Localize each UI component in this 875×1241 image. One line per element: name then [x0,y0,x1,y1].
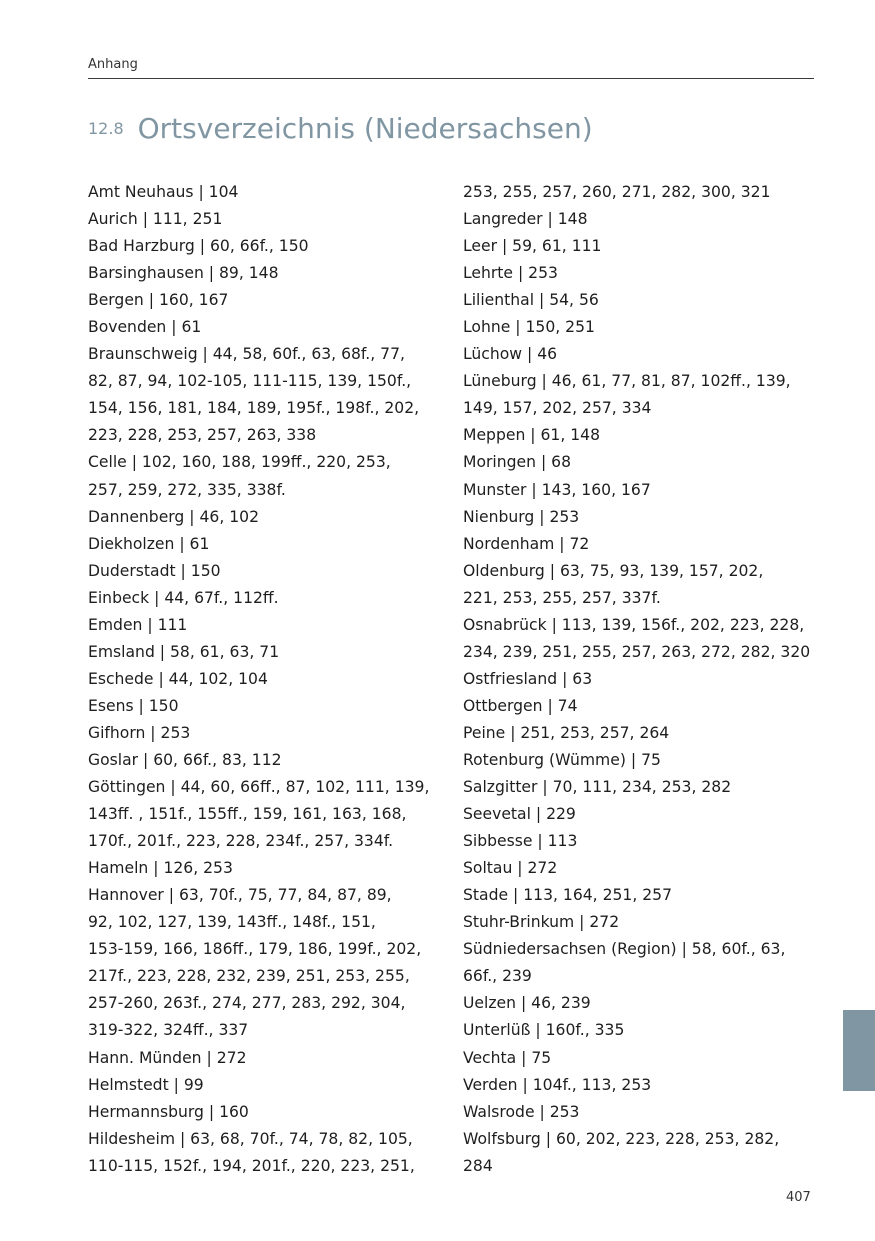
section-number: 12.8 [88,119,124,138]
index-line: 223, 228, 253, 257, 263, 338 [88,426,317,445]
index-line: Uelzen | 46, 239 [463,994,591,1013]
index-line: Lehrte | 253 [463,264,558,283]
index-line: Nordenham | 72 [463,534,590,553]
index-line: Hameln | 126, 253 [88,859,233,878]
index-line: 154, 156, 181, 184, 189, 195f., 198f., 202, [88,399,420,418]
index-line: 143ff. , 151f., 155ff., 159, 161, 163, 168, [88,805,407,824]
index-line: Munster | 143, 160, 167 [463,480,651,499]
index-line: Lohne | 150, 251 [463,318,595,337]
index-line: Walsrode | 253 [463,1102,580,1121]
index-line: Goslar | 60, 66f., 83, 112 [88,750,282,769]
page-number: 407 [786,1190,811,1205]
index-line: Diekholzen | 61 [88,534,210,553]
index-line: Peine | 251, 253, 257, 264 [463,723,670,742]
index-line: Ottbergen | 74 [463,696,578,715]
index-line: Hildesheim | 63, 68, 70f., 74, 78, 82, 105, [88,1129,413,1148]
index-line: 253, 255, 257, 260, 271, 282, 300, 321 [463,183,771,201]
index-line: Amt Neuhaus | 104 [88,183,239,201]
running-header: Anhang [88,57,138,72]
index-line: Lüchow | 46 [463,345,558,364]
index-line: Oldenburg | 63, 75, 93, 139, 157, 202, [463,561,764,580]
index-line: Sibbesse | 113 [463,832,578,851]
index-line: Bovenden | 61 [88,318,202,337]
chapter-thumb-tab [843,1010,875,1091]
index-line: Seevetal | 229 [463,805,576,824]
index-line: Rotenburg (Wümme) | 75 [463,750,661,769]
index-line: 319-322, 324ff., 337 [88,1021,249,1040]
index-line: Langreder | 148 [463,210,588,229]
index-line: 110-115, 152f., 194, 201f., 220, 223, 251, [88,1156,415,1175]
index-line: 217f., 223, 228, 232, 239, 251, 253, 255, [88,967,410,986]
index-line: Verden | 104f., 113, 253 [463,1075,652,1094]
index-line: Göttingen | 44, 60, 66ff., 87, 102, 111, 139, [88,778,430,797]
index-line: 82, 87, 94, 102-105, 111-115, 139, 150f., [88,372,412,391]
index-line: Unterlüß | 160f., 335 [463,1021,625,1040]
index-line: Nienburg | 253 [463,507,580,526]
index-line: 257, 259, 272, 335, 338f. [88,480,286,499]
index-column-right [463,179,810,1180]
index-line: Meppen | 61, 148 [463,426,601,445]
index-line: 257-260, 263f., 274, 277, 283, 292, 304, [88,994,406,1013]
index-line: Bad Harzburg | 60, 66f., 150 [88,237,309,256]
index-line: Celle | 102, 160, 188, 199ff., 220, 253, [88,453,391,472]
index-line: Leer | 59, 61, 111 [463,237,602,256]
index-line: Moringen | 68 [463,453,572,472]
index-line: Duderstadt | 150 [88,561,221,580]
index-line: Emsland | 58, 61, 63, 71 [88,642,280,661]
index-line: Emden | 111 [88,615,188,634]
index-line: Barsinghausen | 89, 148 [88,264,279,283]
index-line: Esens | 150 [88,696,179,715]
index-line: 170f., 201f., 223, 228, 234f., 257, 334f. [88,832,394,851]
index-line: Braunschweig | 44, 58, 60f., 63, 68f., 77, [88,345,405,364]
index-line: Stade | 113, 164, 251, 257 [463,886,673,905]
index-line: Osnabrück | 113, 139, 156f., 202, 223, 228, [463,615,805,634]
index-line: Helmstedt | 99 [88,1075,204,1094]
index-line: 284 [463,1156,493,1175]
index-line: Bergen | 160, 167 [88,291,229,310]
index-line: Ostfriesland | 63 [463,669,593,688]
index-line: 92, 102, 127, 139, 143ff., 148f., 151, [88,913,376,932]
index-line: Hermannsburg | 160 [88,1102,249,1121]
index-line: Gifhorn | 253 [88,723,191,742]
index-line: 153-159, 166, 186ff., 179, 186, 199f., 202, [88,940,422,959]
index-line: Hann. Münden | 272 [88,1048,247,1067]
index-column-left [88,179,429,1180]
index-line: Vechta | 75 [463,1048,552,1067]
section-heading: Ortsverzeichnis (Niedersachsen) [137,112,593,145]
index-line: Südniedersachsen (Region) | 58, 60f., 63, [463,940,786,959]
index-line: Einbeck | 44, 67f., 112ff. [88,588,279,607]
index-line: Soltau | 272 [463,859,558,878]
index-line: Hannover | 63, 70f., 75, 77, 84, 87, 89, [88,886,392,905]
index-line: 149, 157, 202, 257, 334 [463,399,652,418]
index-line: Eschede | 44, 102, 104 [88,669,268,688]
index-line: Stuhr-Brinkum | 272 [463,913,620,932]
section-title [88,112,593,145]
index-line: Lüneburg | 46, 61, 77, 81, 87, 102ff., 139, [463,372,791,391]
index-line: Dannenberg | 46, 102 [88,507,260,526]
index-line: 66f., 239 [463,967,532,986]
index-line: Wolfsburg | 60, 202, 223, 228, 253, 282, [463,1129,780,1148]
index-line: Lilienthal | 54, 56 [463,291,599,310]
header-rule [88,78,814,79]
index-line: Aurich | 111, 251 [88,210,223,229]
index-line: 234, 239, 251, 255, 257, 263, 272, 282, 320 [463,642,811,661]
index-line: Salzgitter | 70, 111, 234, 253, 282 [463,778,732,797]
index-line: 221, 253, 255, 257, 337f. [463,588,661,607]
